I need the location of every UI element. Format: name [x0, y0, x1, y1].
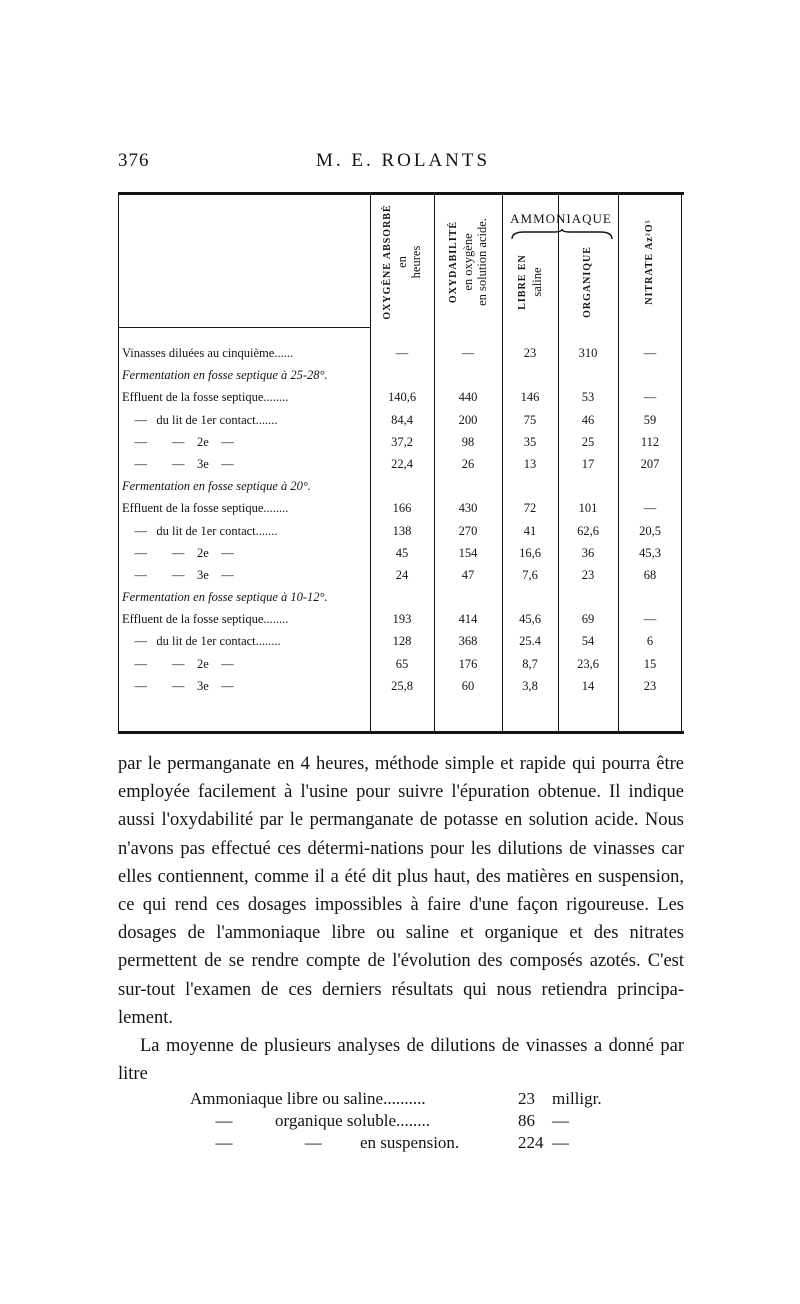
section-row — [118, 475, 684, 497]
table-row: — — 3e — 24 47 7,6 23 68 — [122, 567, 657, 582]
row-label: — — 3e — — [122, 456, 234, 471]
table-row: Vinasses diluées au cinquième...... — — 23 310 — — [122, 346, 657, 360]
row-label: Vinasses diluées au cinquième...... — [122, 346, 294, 360]
header-rule — [118, 327, 370, 328]
section-label: Fermentation en fosse septique à 25-28°. — [122, 368, 328, 383]
section-label: Fermentation en fosse septique à 10-12°. — [122, 590, 328, 605]
row-label: — — 2e — — [122, 656, 234, 671]
row-label: — — 3e — — [122, 567, 234, 582]
header-nitrate: NITRATE Az²O⁵ — [644, 219, 655, 305]
body-text — [118, 750, 684, 1088]
table-row: Effluent de la fosse septique........ 193 414 45,6 69 — — [122, 612, 657, 627]
table-row: — — 2e — 37,2 98 35 25 112 — [122, 434, 660, 449]
row-label: — du lit de 1er contact....... — [122, 523, 278, 538]
section-label: Fermentation en fosse septique à 20°. — [122, 479, 311, 494]
row-label: — du lit de 1er contact....... — [122, 412, 278, 427]
data-table — [118, 192, 684, 734]
header-oxydability: OXYDABILITÉ en oxygène en solution acide. — [448, 218, 489, 306]
running-title: M. E. ROLANTS — [315, 150, 491, 171]
section-row — [118, 364, 684, 386]
row-label: Effluent de la fosse septique........ — [122, 390, 289, 405]
table-row: — du lit de 1er contact....... 138 270 41 62,6 20,5 — [122, 523, 661, 538]
table-row: — — 3e — 22,4 26 13 17 207 — [122, 456, 660, 471]
table-row: — du lit de 1er contact........ 128 368 25.4 54 6 — [122, 634, 654, 649]
header-ammonia-organic: ORGANIQUE — [582, 246, 593, 318]
table-body — [118, 342, 684, 697]
section-row — [118, 586, 684, 608]
row-label: — — 3e — — [122, 678, 234, 693]
table-row: Effluent de la fosse septique........ 140,6 440 146 53 — — [122, 390, 657, 405]
running-head — [118, 150, 688, 180]
average-row: Ammoniaque libre ou saline.......... 23 milligr. — [190, 1089, 602, 1108]
row-label: — du lit de 1er contact........ — [122, 634, 281, 649]
table-row: — — 3e — 25,8 60 3,8 14 23 — [122, 678, 657, 693]
header-oxygen: OXYGÈNE ABSORBÉ en heures — [382, 204, 423, 320]
paragraph: La moyenne de plusieurs analyses de dilutions de vinasses a donné par litre — [118, 1036, 684, 1085]
averages-list — [190, 1088, 630, 1154]
table-row: Effluent de la fosse septique........ 166 430 72 101 — — [122, 501, 657, 516]
header-ammonia-free: LIBRE EN saline — [517, 254, 544, 310]
page-number: 376 — [118, 150, 150, 171]
table-row: — — 2e — 65 176 8,7 23,6 15 — [122, 656, 657, 671]
row-label: — — 2e — — [122, 434, 234, 449]
row-label: Effluent de la fosse septique........ — [122, 501, 289, 516]
table-row: — du lit de 1er contact....... 84,4 200 75 46 59 — [122, 412, 657, 427]
table-row: — — 2e — 45 154 16,6 36 45,3 — [122, 545, 661, 560]
average-row: — — en suspension. 224 — — [190, 1133, 569, 1152]
paragraph: par le permanganate en 4 heures, méthode simple et rapide qui pourra être employée facilement à l'usine pour suivre l'épuration obtenue. Il indique aussi l'oxydabilité par le permanganate de potasse en solution acide. Nous n'avons pas effectué ces détermi-nations pour les dilutions de vinasses car elles contiennent, comme il a été dit plus haut, des matières en suspension, ce qui rend ces dosages impossibles à faire d'une façon rigoureuse. Les dosages de l'ammoniaque libre ou saline et organique et des nitrates permettent de se rendre compte de l'évolution des composés azotés. C'est sur-tout l'examen de ces derniers résultats qui nous retiendra principa-lement. — [118, 754, 684, 1028]
row-label: Effluent de la fosse septique........ — [122, 612, 289, 627]
header-ammonia: AMMONIAQUE — [510, 211, 612, 226]
average-row: — organique soluble........ 86 — — [190, 1111, 569, 1130]
row-label: — — 2e — — [122, 545, 234, 560]
